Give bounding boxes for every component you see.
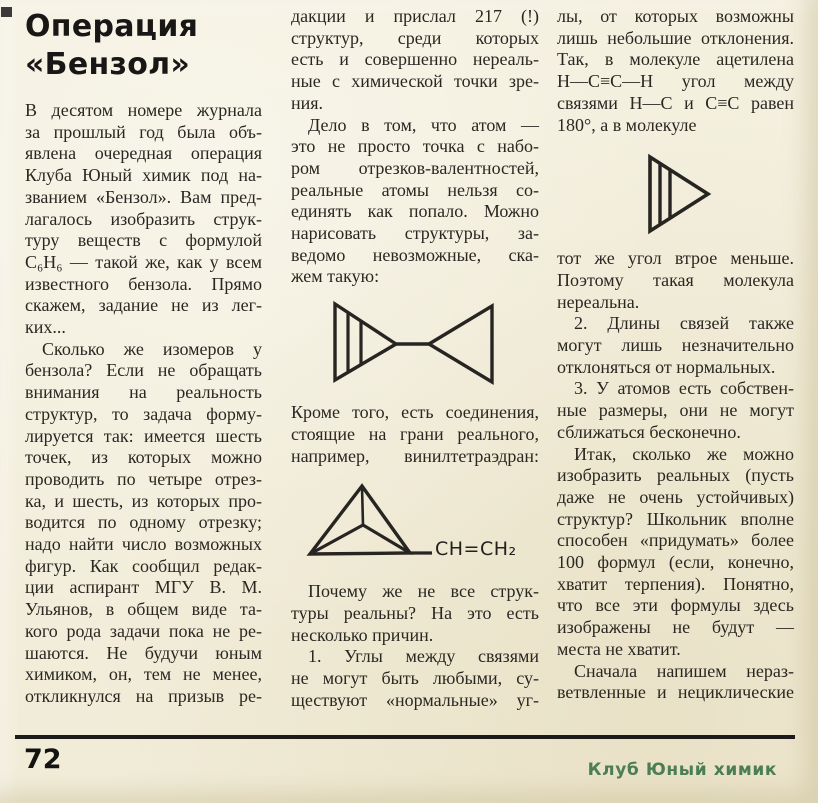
vinyltetrahedrane-diagram xyxy=(301,479,539,559)
impossible-bowtie-structure-diagram xyxy=(331,300,539,386)
text-line: точек, из которых можно xyxy=(25,447,262,468)
text-line: ные размеры, они не могут xyxy=(557,400,794,421)
title-line: «Бензол» xyxy=(25,47,191,82)
text-line: Ульянов, в общем виде та- xyxy=(25,599,262,620)
text-line: надо найти число возможных xyxy=(25,534,262,555)
text-line: 2. Длины связей также xyxy=(574,313,794,334)
paragraph xyxy=(557,444,794,661)
text-line: 1. Углы между связями xyxy=(308,646,539,667)
triangle-ring-drawing xyxy=(645,152,713,236)
text-line: бензола? Если не обращать xyxy=(25,360,262,381)
scan-artifact-mark xyxy=(1,7,12,17)
text-line: единять как попало. Можно xyxy=(291,201,539,222)
text-line: 100 формул (если, конечно, xyxy=(557,552,794,573)
footer-rule xyxy=(15,735,795,739)
text-line: это не просто точка с набо- xyxy=(291,136,539,157)
paragraph xyxy=(557,313,794,378)
text-line: реальные атомы нельзя со- xyxy=(291,179,539,200)
text-line: ка, и шесть, из которых про- xyxy=(25,490,262,511)
club-section-label: Клуб Юный химик xyxy=(587,760,777,780)
text-line: внимания на реальность xyxy=(25,382,262,403)
text-line: ные с химической точки зре- xyxy=(291,71,539,92)
text-line: лируется так: имеется шесть xyxy=(25,425,262,446)
text-line: ких... xyxy=(25,317,66,338)
text-line: явлена очередная операция xyxy=(25,143,262,164)
text-line: Так, в молекуле ацетилена xyxy=(557,49,794,70)
text-line: способен «придумать» более xyxy=(557,530,794,551)
text-line: стоящие на грани реального, xyxy=(291,423,539,444)
text-line: хватит терпения). Понятно, xyxy=(557,573,794,594)
text-line: есть и совершенно нереаль- xyxy=(291,49,539,70)
text-line: ции аспирант МГУ В. М. xyxy=(25,577,262,598)
paragraph xyxy=(557,248,794,313)
text-line: туру веществ с формулой xyxy=(25,230,262,251)
text-line: изобразить реальных (пусть xyxy=(557,465,794,486)
text-line: связями Н—С и С≡С равен xyxy=(557,92,794,113)
text-line: ния. xyxy=(291,92,324,113)
text-line: 3. У атомов есть собствен- xyxy=(574,378,794,399)
text-line: места не хватит. xyxy=(557,638,681,659)
paragraph xyxy=(291,581,539,646)
text-line: лагалось изобразить струк- xyxy=(25,208,262,229)
text-line: жем такую: xyxy=(291,266,380,287)
paragraph xyxy=(291,402,539,467)
text-line: не могут быть любыми, су- xyxy=(291,668,539,689)
bowtie-structure-drawing xyxy=(331,300,496,386)
text-line: нарисовать структуры, за- xyxy=(291,223,539,244)
text-line: лишь небольшие отклонения. xyxy=(557,27,794,48)
paragraph xyxy=(291,6,539,115)
column-right xyxy=(557,6,794,704)
text-line: В десятом номере журнала xyxy=(25,100,262,120)
text-line: Сначала напишем нераз- xyxy=(574,660,794,681)
article-title xyxy=(25,8,262,84)
text-line: химиком, он, тем не менее, xyxy=(25,664,262,685)
text-line: кого рода задачи пока не ре- xyxy=(25,620,262,641)
tetrahedrane-drawing xyxy=(301,479,433,559)
paragraph xyxy=(557,6,794,136)
text-line: званием «Бензол». Вам пред- xyxy=(25,186,262,207)
text-line: дакции и прислал 217 (!) xyxy=(291,6,539,26)
text-line: ществуют «нормальные» уг- xyxy=(291,689,539,710)
text-line: Итак, сколько же можно xyxy=(574,443,794,464)
paragraph xyxy=(291,646,539,711)
column-middle xyxy=(291,6,539,711)
text-line: отклоняться от нормальных. xyxy=(557,356,776,377)
text-line: 180°, а в молекуле xyxy=(557,114,697,135)
text-line: тот же угол втрое меньше. xyxy=(557,248,794,269)
paragraph xyxy=(291,115,539,289)
text-line: например, винилтетраэдран: xyxy=(291,445,539,466)
text-line: нереальна. xyxy=(557,291,640,312)
text-line: Дело в том, что атом — xyxy=(308,114,539,135)
text-line: ведомо невозможные, ска- xyxy=(291,244,539,265)
text-line: проводить по четыре отрез- xyxy=(25,468,262,489)
text-line: сближаться бесконечно. xyxy=(557,421,741,442)
text-line: несколько причин. xyxy=(291,624,434,645)
text-line: водится по одному отрезку; xyxy=(25,512,262,533)
text-line: структур? Школьник вполне xyxy=(557,508,794,529)
text-line: шаются. Не будучи юным xyxy=(25,642,262,663)
text-line: С₆Н₆ — такой же, как у всем xyxy=(25,251,262,272)
page-number: 72 xyxy=(24,744,62,775)
text-line: туры реальны? На это есть xyxy=(291,602,539,623)
text-line: Сколько же изомеров у xyxy=(42,338,262,359)
title-line: Операция xyxy=(25,9,199,44)
text-line: что все эти формулы здесь xyxy=(557,595,794,616)
text-line: известного бензола. Прямо xyxy=(25,273,262,294)
text-line: Почему же не все струк- xyxy=(308,581,539,602)
text-line: лы, от которых возможны xyxy=(557,6,794,26)
text-line: Поэтому такая молекула xyxy=(557,269,794,290)
text-line: откликнулся на призыв ре- xyxy=(25,685,262,706)
vinyl-group-label: CH=CH₂ xyxy=(435,538,517,561)
text-line: за прошлый год была объ- xyxy=(25,121,262,142)
text-line: изображены не будут — xyxy=(557,617,794,638)
paragraph xyxy=(25,339,262,708)
text-line: даже не очень устойчивых) xyxy=(557,486,794,507)
strained-ring-diagram xyxy=(645,152,794,236)
text-line: скажем, задание не из лег- xyxy=(25,295,262,316)
text-line: ром отрезков-валентностей, xyxy=(291,157,539,178)
text-line: фигур. Как сообщил редак- xyxy=(25,555,262,576)
text-line: Клуба Юный химик под на- xyxy=(25,165,262,186)
paragraph xyxy=(557,378,794,443)
text-line: могут лишь незначительно xyxy=(557,335,794,356)
paragraph xyxy=(557,661,794,704)
text-line: Кроме того, есть соединения, xyxy=(291,402,539,423)
text-line: структур, среди которых xyxy=(291,27,539,48)
column-left xyxy=(25,8,262,708)
text-line: Н—С≡С—Н угол между xyxy=(557,71,794,92)
text-line: ветвленные и нециклические xyxy=(557,682,794,703)
paragraph xyxy=(25,100,262,339)
text-line: структур, то задача форму- xyxy=(25,403,262,424)
